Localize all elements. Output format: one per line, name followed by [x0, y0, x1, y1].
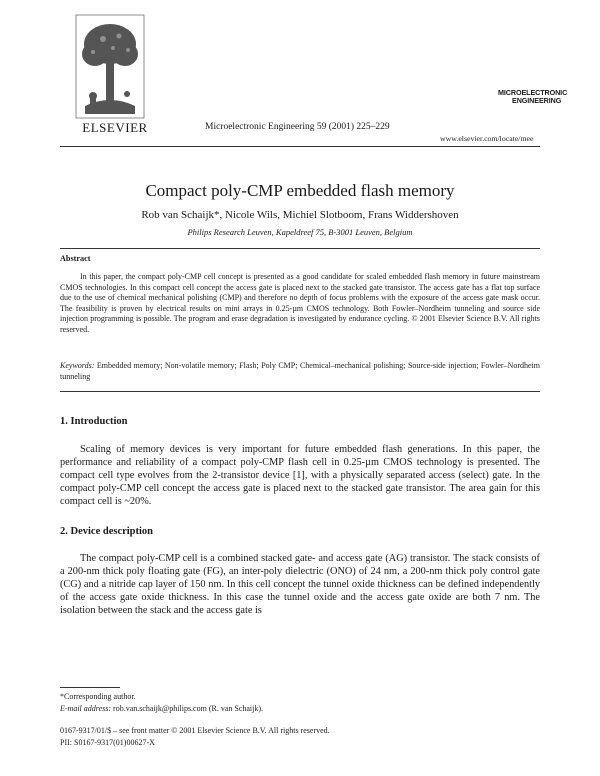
section-body: Scaling of memory devices is very important for future embedded flash generations. In this paper, the performance and reliability of a compact poly-CMP flash cell in 0.25-µm CMOS technology is presented. The compact cell type evolves from the 2-transistor device [1], with a physically separated access (select) gate. In the compact poly-CMP cell concept the access gate is placed next to the stacked gate transistor. The area gain for this compact cell is ~20%. — [60, 444, 540, 507]
author-list: Rob van Schaijk*, Nicole Wils, Michiel Slotboom, Frans Widdershoven — [141, 209, 459, 221]
section-heading: 2. Device description — [60, 526, 154, 537]
abstract-heading: Abstract — [60, 254, 91, 263]
email-note — [60, 704, 263, 713]
keywords-label: Keywords: — [60, 361, 95, 370]
abstract-top-divider — [60, 248, 540, 249]
elsevier-tree-logo — [75, 14, 145, 124]
keywords-list: Embedded memory; Non-volatile memory; Flash; Poly CMP; Chemical–mechanical polishing; Source-side injection; Fowler–Nordheim tunneling — [60, 361, 540, 381]
header-divider — [60, 146, 540, 147]
journal-brand-line1: MICROELECTRONIC — [498, 88, 568, 97]
corresponding-author-note: *Corresponding author. — [60, 692, 136, 701]
journal-citation: Microelectronic Engineering 59 (2001) 225–229 — [205, 122, 390, 132]
affiliation: Philips Research Leuven, Kapeldreef 75, B-3001 Leuven, Belgium — [187, 227, 413, 237]
journal-brand — [498, 89, 590, 104]
keywords — [60, 361, 540, 382]
email-address[interactable]: rob.van.schaijk@philips.com (R. van Schaijk). — [113, 704, 264, 713]
paper-title: Compact poly-CMP embedded flash memory — [145, 181, 455, 200]
pii: PII: S0167-9317(01)00627-X — [60, 738, 155, 747]
abstract-bottom-divider — [60, 391, 540, 392]
footnote-divider — [60, 687, 120, 688]
section-body: The compact poly-CMP cell is a combined stacked gate- and access gate (AG) transistor. The stack consists of a 200-nm thick poly floating gate (FG), an inter-poly dielectric (ONO) of 24 nm, a 200-nm thick poly control gate (CG) and a nitride cap layer of 150 nm. In this cell concept the tunnel oxide thickness can be defined independently of the access gate oxide thickness. In this case the tunnel oxide and the access gate oxide are both 7 nm. The isolation between the stack and the access gate is — [60, 553, 540, 616]
abstract-text: In this paper, the compact poly-CMP cell concept is presented as a good candidate for scaled embedded flash memory in future mainstream CMOS technologies. In this compact cell concept the access gate is placed next to the stacked gate transistor. The access gate has a flat top surface due to the use of chemical mechanical polishing (CMP) and therefore no depth of focus problems with the exposure of the access gate mask occur. The feasibility is proven by electrical results on mini arrays in 0.25-µm CMOS technology. Both Fowler–Nordheim tunneling and source side injection programming is possible. The program and erase degradation is investigated by endurance cycling. © 2001 Elsevier Science B.V. All rights reserved. — [60, 272, 540, 334]
journal-brand-line2: ENGINEERING — [512, 95, 562, 105]
publisher-name: ELSEVIER — [82, 120, 148, 135]
journal-url[interactable]: www.elsevier.com/locate/mee — [440, 134, 534, 143]
email-label: E-mail address: — [60, 704, 112, 713]
section-heading: 1. Introduction — [60, 416, 128, 427]
front-matter: 0167-9317/01/$ – see front matter © 2001 Elsevier Science B.V. All rights reserved. — [60, 726, 330, 735]
